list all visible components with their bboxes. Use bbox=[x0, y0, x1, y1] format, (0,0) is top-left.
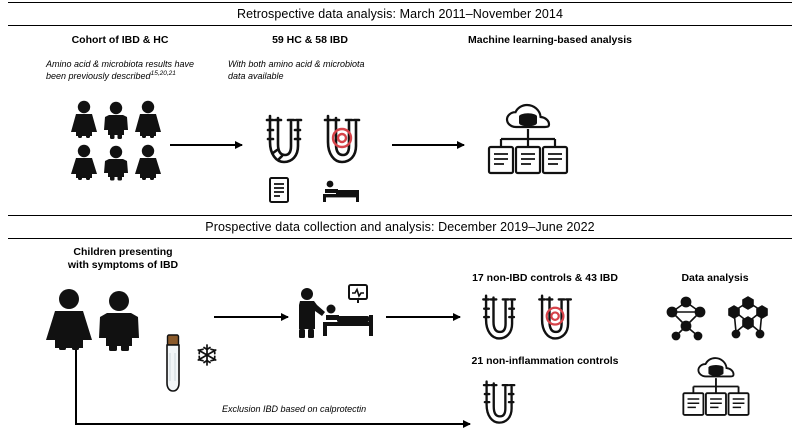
microbe-network-icon bbox=[662, 296, 710, 342]
document-icon bbox=[268, 176, 290, 204]
inflamed-intestine-icon bbox=[320, 112, 366, 168]
children-pair-icon bbox=[45, 288, 150, 350]
exclusion-path-vertical bbox=[75, 350, 77, 424]
intestine-icon-3 bbox=[478, 378, 522, 428]
retro-col1-subtitle bbox=[46, 58, 206, 82]
retro-arrow-2 bbox=[392, 144, 464, 146]
test-tube-icon bbox=[163, 333, 183, 393]
inflamed-intestine-icon-2 bbox=[534, 292, 578, 344]
cloud-database-analysis-icon bbox=[485, 105, 595, 177]
exclusion-note: Exclusion IBD based on calprotectin bbox=[222, 404, 367, 414]
retro-col2-title: 59 HC & 58 IBD bbox=[272, 34, 348, 46]
banner-retrospective-text: Retrospective data analysis: March 2011–November 2014 bbox=[236, 7, 564, 21]
retro-col2-subtitle: With both amino acid & microbiota data available bbox=[228, 59, 365, 82]
retro-arrow-1 bbox=[170, 144, 242, 146]
pros-col4-title: Data analysis bbox=[681, 272, 749, 284]
pros-col3-title: 17 non-IBD controls & 43 IBD bbox=[472, 272, 618, 284]
pros-col3b-title: 21 non-inflammation controls bbox=[471, 355, 619, 367]
pros-col1-title-line1: Children presenting bbox=[73, 246, 173, 258]
retro-col1-subtitle-text: Amino acid & microbiota results have been previously described bbox=[46, 59, 195, 82]
retro-col3-title: Machine learning-based analysis bbox=[468, 34, 632, 46]
pros-col1-title bbox=[38, 246, 208, 272]
pros-col1-title-line2: with symptoms of IBD bbox=[67, 259, 179, 272]
patient-in-bed-icon bbox=[322, 176, 362, 204]
retro-col1-citation: 15,20,21 bbox=[150, 70, 176, 78]
doctor-examining-patient-icon bbox=[295, 285, 381, 341]
exclusion-arrow bbox=[75, 423, 470, 425]
banner-prospective-text: Prospective data collection and analysis: December 2019–June 2022 bbox=[205, 220, 595, 234]
intestine-icon bbox=[262, 112, 308, 168]
retro-col1-title: Cohort of IBD & HC bbox=[71, 34, 169, 46]
children-group-icon bbox=[70, 100, 180, 180]
banner-retrospective bbox=[8, 2, 792, 26]
pros-arrow-2 bbox=[386, 316, 460, 318]
banner-prospective bbox=[8, 215, 792, 239]
molecule-network-icon bbox=[722, 296, 774, 342]
pros-arrow-1 bbox=[214, 316, 288, 318]
intestine-icon-2 bbox=[478, 292, 522, 344]
snowflake-icon bbox=[196, 344, 218, 366]
cloud-database-analysis-icon-2 bbox=[680, 352, 772, 426]
